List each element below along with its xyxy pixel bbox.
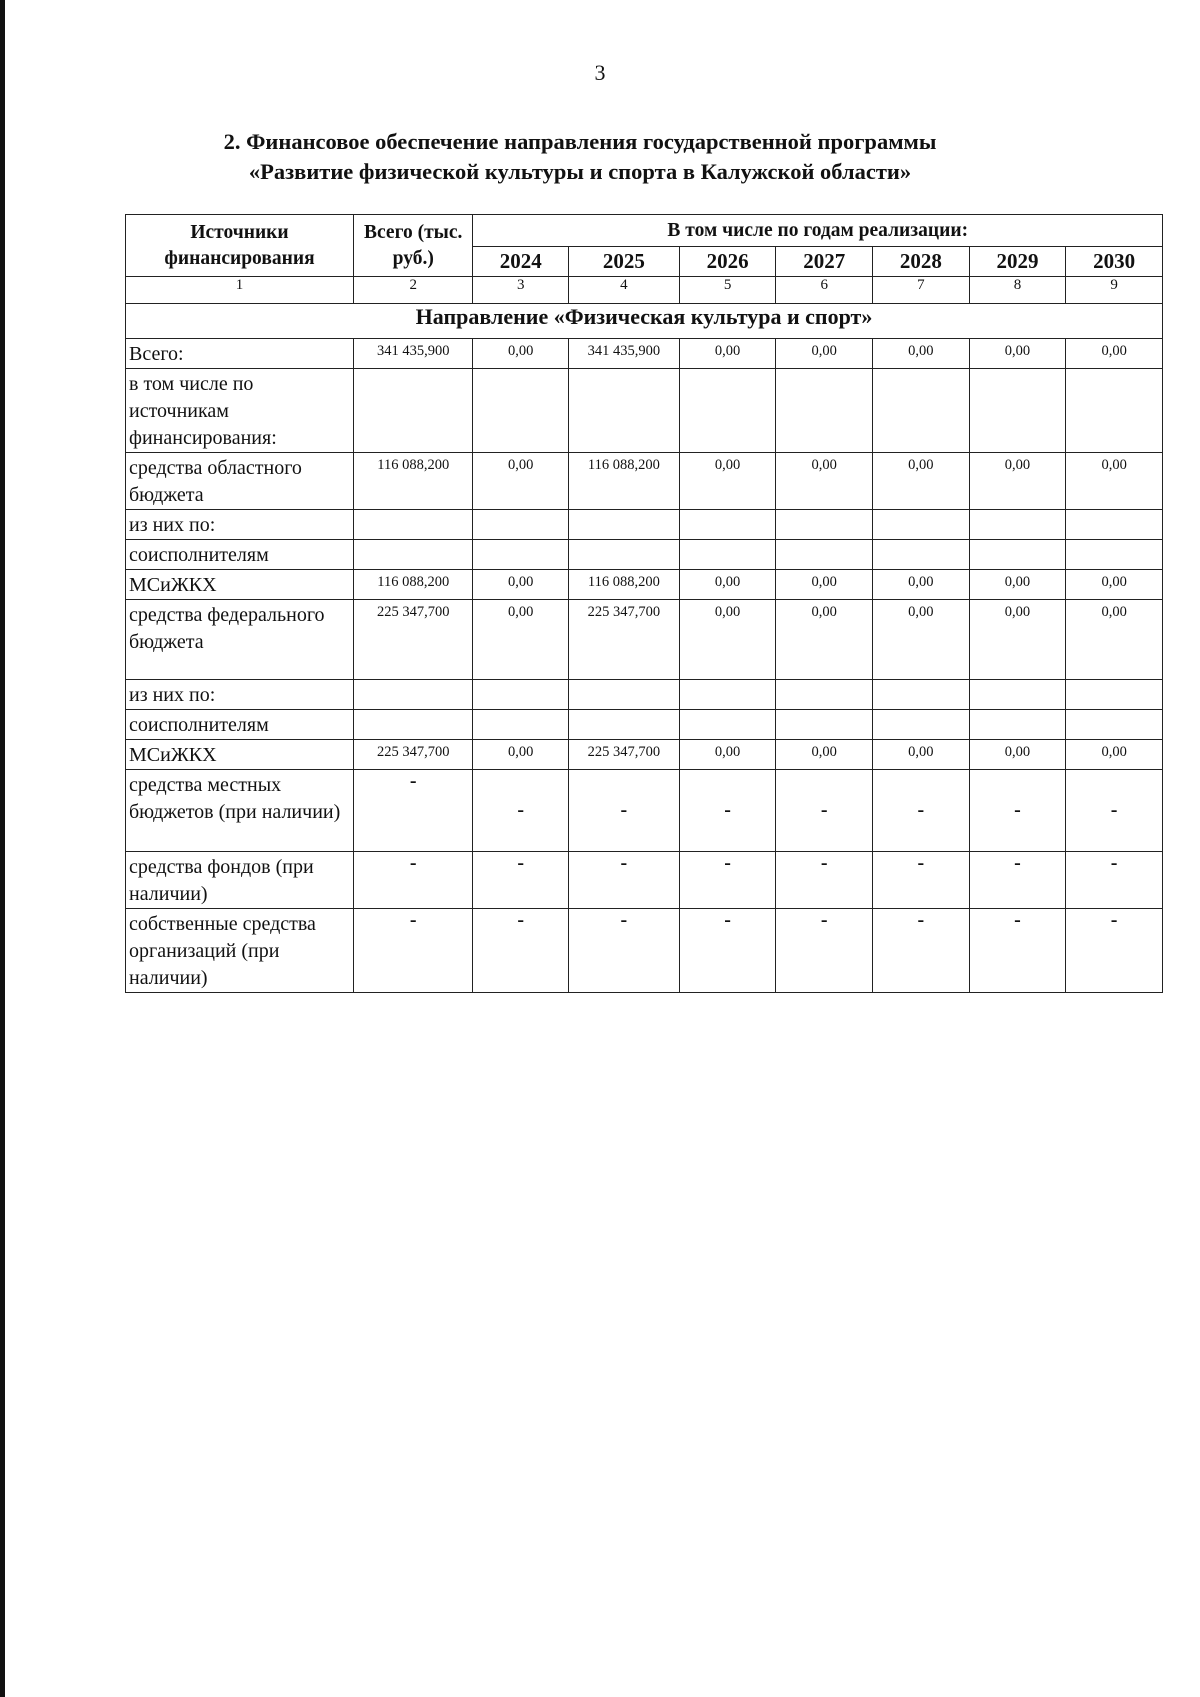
year-value-cell	[679, 710, 776, 740]
total-cell	[354, 369, 473, 453]
year-value-cell: 0,00	[969, 339, 1066, 369]
year-value-cell: 341 435,900	[569, 339, 680, 369]
year-value-cell: 0,00	[679, 570, 776, 600]
source-label: в том числе по источникам финансирования:	[126, 369, 354, 453]
table-row	[126, 570, 1163, 600]
year-value-cell: 0,00	[873, 339, 970, 369]
column-number: 2	[354, 277, 473, 304]
year-value-cell: -	[1066, 909, 1163, 993]
year-value-cell: 0,00	[473, 600, 569, 680]
year-value-cell	[1066, 710, 1163, 740]
section-row	[126, 304, 1163, 339]
year-value-cell: 0,00	[776, 740, 873, 770]
source-label: из них по:	[126, 680, 354, 710]
year-value-cell	[569, 510, 680, 540]
header-year: 2028	[873, 247, 970, 277]
table-row	[126, 600, 1163, 680]
header-year: 2025	[569, 247, 680, 277]
header-year: 2027	[776, 247, 873, 277]
year-value-cell: -	[473, 770, 569, 852]
page-number: 3	[594, 60, 606, 85]
year-value-cell: -	[679, 852, 776, 909]
year-value-cell	[1066, 369, 1163, 453]
year-value-cell	[473, 540, 569, 570]
year-value-cell	[679, 540, 776, 570]
year-value-cell: 0,00	[776, 600, 873, 680]
year-value-cell: -	[873, 852, 970, 909]
total-cell: 116 088,200	[354, 453, 473, 510]
year-value-cell: 225 347,700	[569, 740, 680, 770]
year-value-cell	[776, 540, 873, 570]
source-label: из них по:	[126, 510, 354, 540]
column-number: 8	[969, 277, 1066, 304]
scan-edge	[0, 0, 5, 1697]
year-value-cell: -	[969, 770, 1066, 852]
column-numbers-row	[126, 277, 1163, 304]
year-value-cell	[473, 369, 569, 453]
year-value-cell	[873, 680, 970, 710]
year-value-cell: 0,00	[969, 453, 1066, 510]
header-total: Всего (тыс. руб.)	[354, 215, 473, 277]
year-value-cell: 0,00	[776, 570, 873, 600]
year-value-cell: 0,00	[969, 740, 1066, 770]
table-row	[126, 540, 1163, 570]
table-row	[126, 909, 1163, 993]
year-value-cell	[473, 680, 569, 710]
year-value-cell: -	[1066, 770, 1163, 852]
financing-table	[125, 214, 1163, 993]
year-value-cell: -	[969, 909, 1066, 993]
table-row	[126, 453, 1163, 510]
year-value-cell	[679, 369, 776, 453]
column-number: 1	[126, 277, 354, 304]
header-year: 2030	[1066, 247, 1163, 277]
header-by-years: В том числе по годам реализации:	[473, 215, 1163, 247]
table-row	[126, 852, 1163, 909]
section-title: Направление «Физическая культура и спорт»	[126, 304, 1163, 339]
title-line-2: «Развитие физической культуры и спорта в Калужской области»	[248, 159, 912, 184]
header-year: 2024	[473, 247, 569, 277]
year-value-cell: -	[679, 770, 776, 852]
year-value-cell: 0,00	[1066, 339, 1163, 369]
table-body	[126, 339, 1163, 993]
total-cell: 225 347,700	[354, 600, 473, 680]
year-value-cell	[873, 510, 970, 540]
title-line-1: 2. Финансовое обеспечение направления государственной программы	[223, 129, 937, 154]
year-value-cell: -	[776, 852, 873, 909]
year-value-cell: 0,00	[969, 600, 1066, 680]
year-value-cell: 0,00	[473, 339, 569, 369]
year-value-cell: 0,00	[969, 570, 1066, 600]
year-value-cell: -	[569, 852, 680, 909]
year-value-cell: 0,00	[776, 339, 873, 369]
year-value-cell	[569, 710, 680, 740]
year-value-cell: 0,00	[873, 453, 970, 510]
source-label: МСиЖКХ	[126, 740, 354, 770]
source-label: соисполнителям	[126, 540, 354, 570]
total-cell: 225 347,700	[354, 740, 473, 770]
total-cell	[354, 710, 473, 740]
table-row	[126, 339, 1163, 369]
year-value-cell: -	[473, 852, 569, 909]
year-value-cell	[1066, 510, 1163, 540]
header-year: 2026	[679, 247, 776, 277]
table-row	[126, 740, 1163, 770]
total-cell: -	[354, 909, 473, 993]
total-cell	[354, 540, 473, 570]
year-value-cell: 116 088,200	[569, 453, 680, 510]
header-source: Источники финансирования	[126, 215, 354, 277]
source-label: собственные средства организаций (при наличии)	[126, 909, 354, 993]
document-title	[150, 127, 1010, 187]
year-value-cell	[969, 680, 1066, 710]
year-value-cell	[776, 369, 873, 453]
year-value-cell	[776, 680, 873, 710]
year-value-cell: 116 088,200	[569, 570, 680, 600]
year-value-cell: 0,00	[1066, 740, 1163, 770]
year-value-cell: 0,00	[679, 740, 776, 770]
total-cell: 341 435,900	[354, 339, 473, 369]
year-value-cell	[969, 540, 1066, 570]
total-cell	[354, 510, 473, 540]
year-value-cell: 0,00	[873, 570, 970, 600]
year-value-cell	[969, 710, 1066, 740]
year-value-cell: 0,00	[1066, 453, 1163, 510]
year-value-cell: -	[969, 852, 1066, 909]
year-value-cell	[569, 369, 680, 453]
year-value-cell: -	[873, 909, 970, 993]
year-value-cell: 0,00	[873, 600, 970, 680]
year-value-cell	[569, 680, 680, 710]
column-number: 6	[776, 277, 873, 304]
year-value-cell: -	[776, 770, 873, 852]
year-value-cell: -	[776, 909, 873, 993]
total-cell	[354, 680, 473, 710]
year-value-cell: 0,00	[679, 600, 776, 680]
header-year: 2029	[969, 247, 1066, 277]
table-row	[126, 680, 1163, 710]
source-label: средства фондов (при наличии)	[126, 852, 354, 909]
year-value-cell: -	[679, 909, 776, 993]
year-value-cell: -	[1066, 852, 1163, 909]
table-row	[126, 510, 1163, 540]
source-label: МСиЖКХ	[126, 570, 354, 600]
year-value-cell	[873, 369, 970, 453]
year-value-cell: 0,00	[679, 339, 776, 369]
year-value-cell	[776, 710, 873, 740]
column-number: 3	[473, 277, 569, 304]
year-value-cell	[873, 540, 970, 570]
year-value-cell	[679, 510, 776, 540]
source-label: средства федерального бюджета	[126, 600, 354, 680]
column-number: 7	[873, 277, 970, 304]
column-number: 9	[1066, 277, 1163, 304]
year-value-cell	[969, 369, 1066, 453]
year-value-cell: -	[569, 770, 680, 852]
source-label: средства областного бюджета	[126, 453, 354, 510]
year-value-cell: -	[473, 909, 569, 993]
source-label: Всего:	[126, 339, 354, 369]
year-value-cell	[873, 710, 970, 740]
year-value-cell: 0,00	[473, 740, 569, 770]
year-value-cell	[776, 510, 873, 540]
year-value-cell: 0,00	[1066, 570, 1163, 600]
year-value-cell: 0,00	[1066, 600, 1163, 680]
source-label: средства местных бюджетов (при наличии)	[126, 770, 354, 852]
table-row	[126, 710, 1163, 740]
year-value-cell	[473, 710, 569, 740]
year-value-cell: -	[873, 770, 970, 852]
year-value-cell	[1066, 540, 1163, 570]
year-value-cell: 0,00	[473, 570, 569, 600]
year-value-cell: 0,00	[873, 740, 970, 770]
year-value-cell	[679, 680, 776, 710]
source-label: соисполнителям	[126, 710, 354, 740]
total-cell: -	[354, 852, 473, 909]
year-value-cell	[1066, 680, 1163, 710]
total-cell: 116 088,200	[354, 570, 473, 600]
year-value-cell	[569, 540, 680, 570]
year-value-cell	[969, 510, 1066, 540]
table-row	[126, 369, 1163, 453]
year-value-cell: -	[569, 909, 680, 993]
year-value-cell	[473, 510, 569, 540]
year-value-cell: 225 347,700	[569, 600, 680, 680]
year-value-cell: 0,00	[473, 453, 569, 510]
year-value-cell: 0,00	[679, 453, 776, 510]
column-number: 4	[569, 277, 680, 304]
table-row	[126, 770, 1163, 852]
column-number: 5	[679, 277, 776, 304]
year-value-cell: 0,00	[776, 453, 873, 510]
total-cell: -	[354, 770, 473, 852]
